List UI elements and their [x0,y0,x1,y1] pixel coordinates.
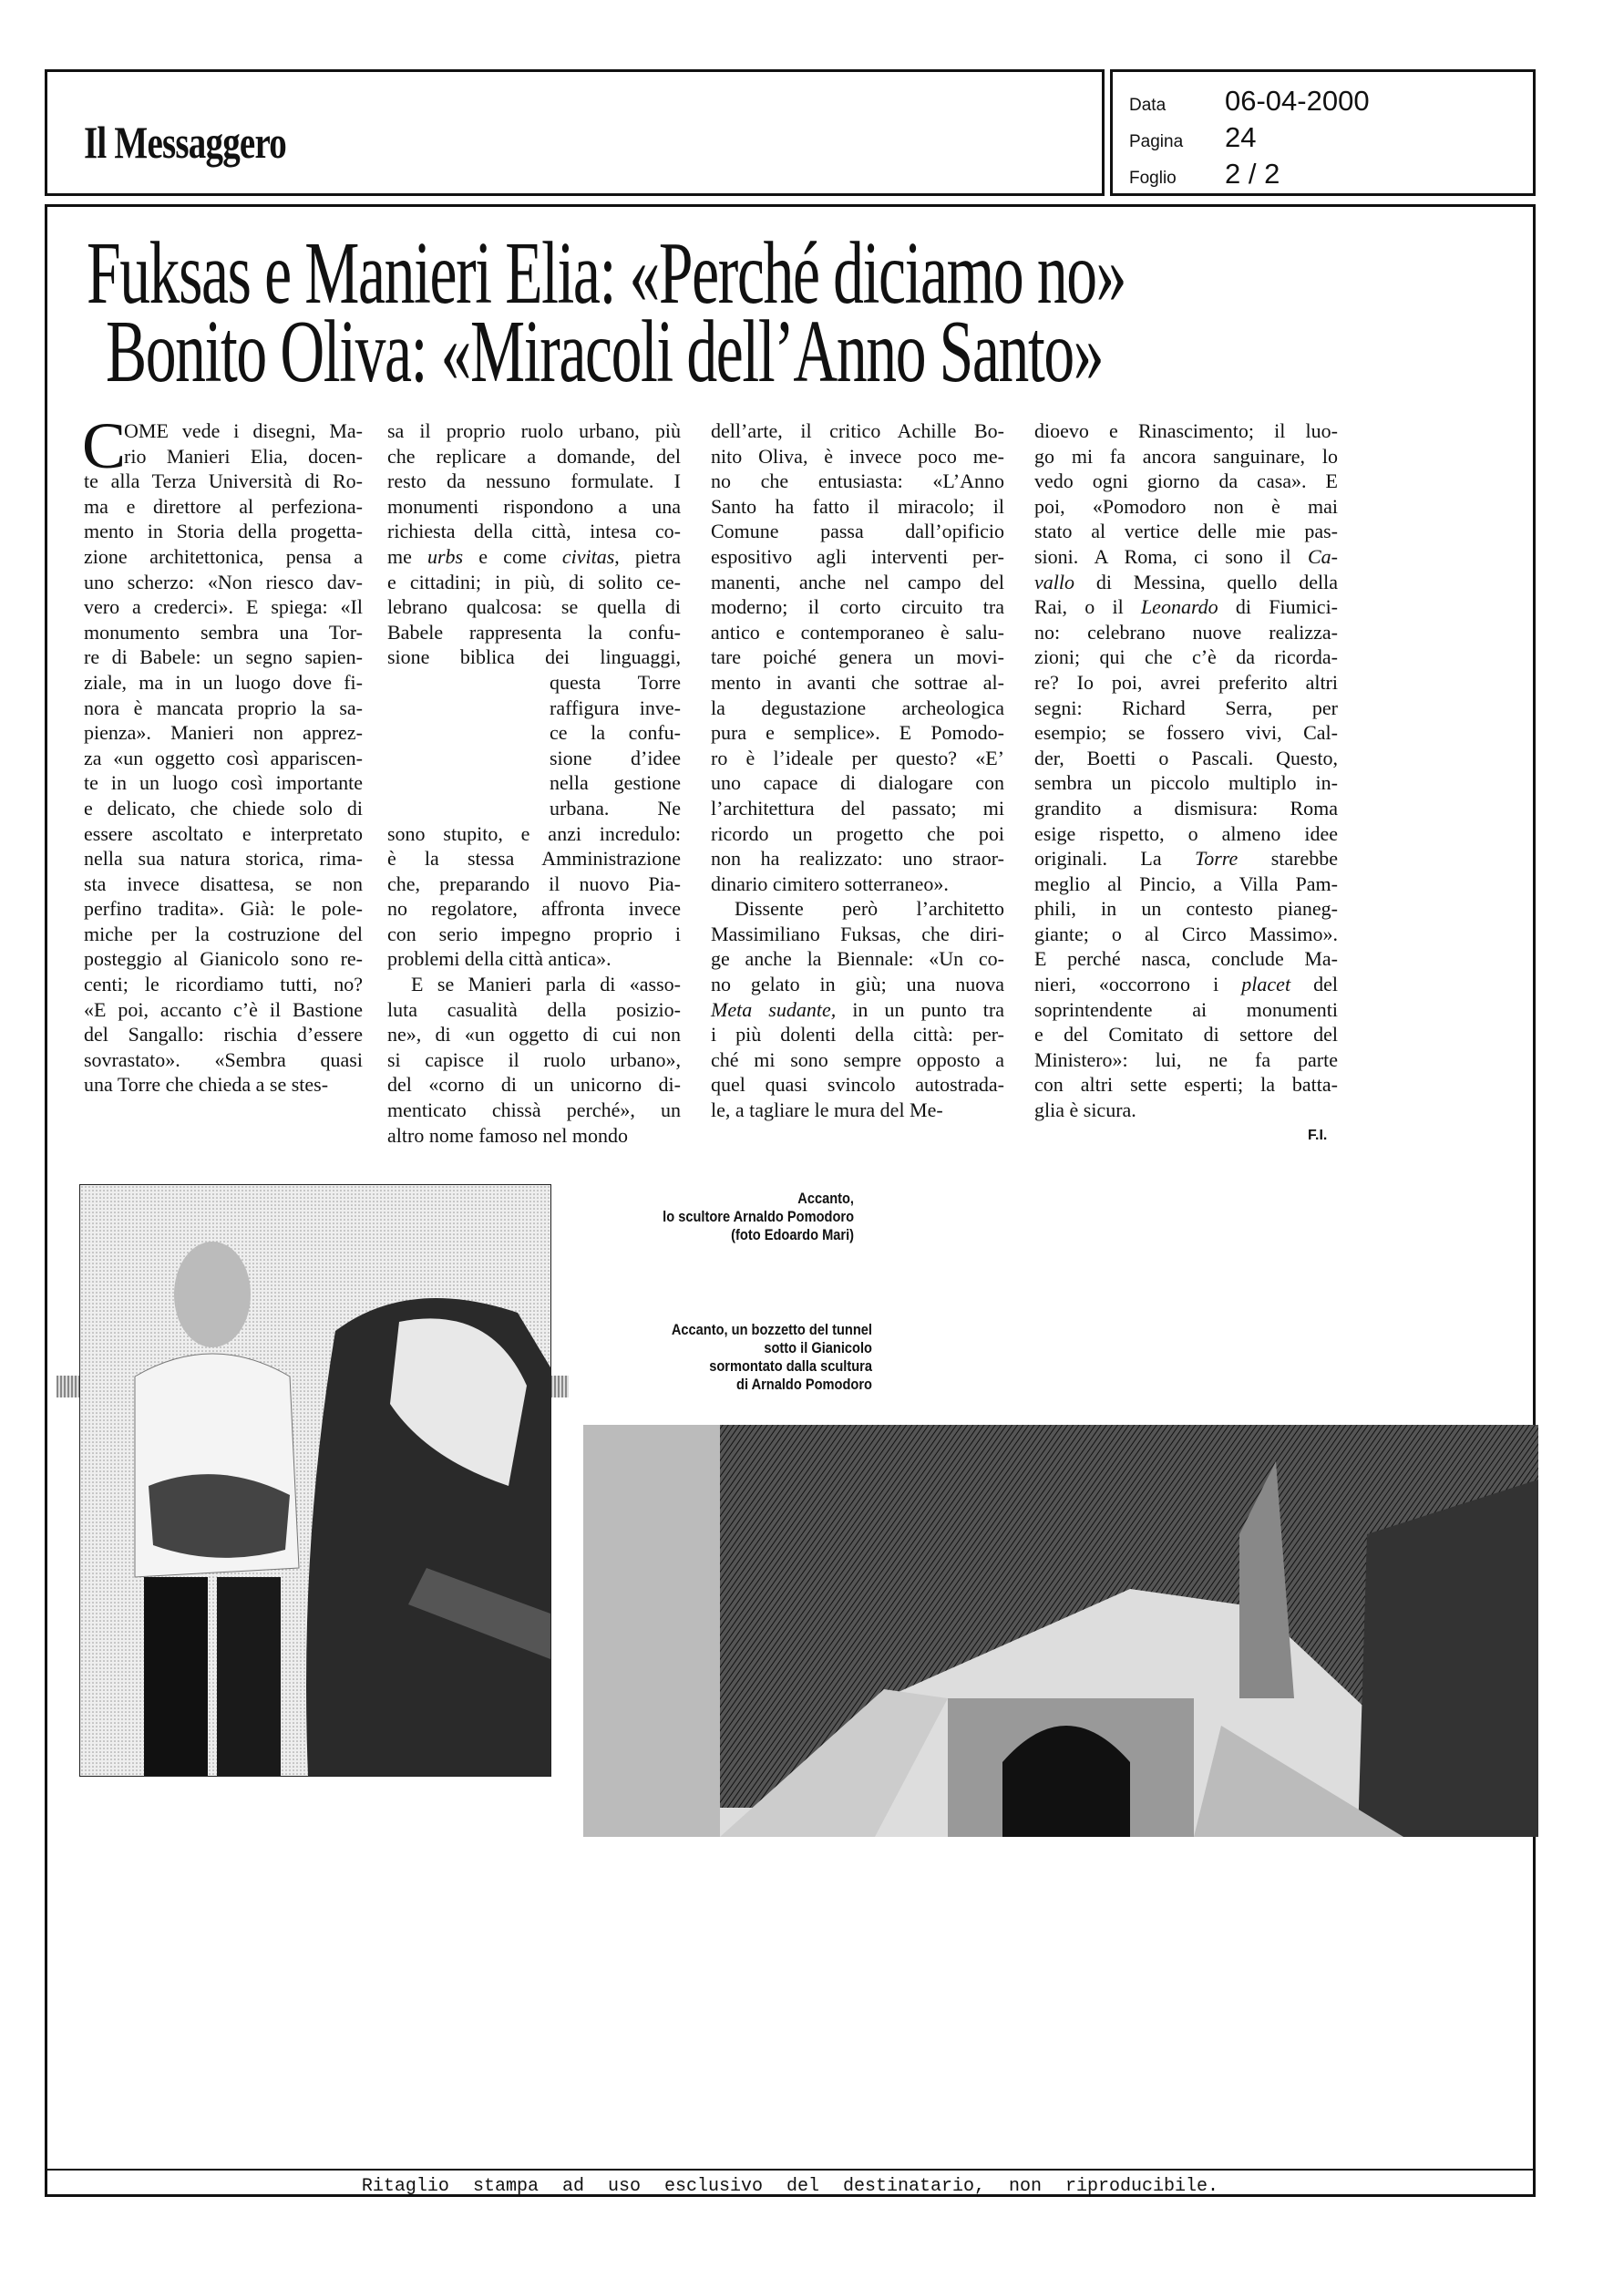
text-line: è la stessa Amministrazione [387,847,681,871]
text-line: pura e semplice». E Pomodo- [711,721,1004,745]
text-line: sione d’idee [550,746,681,769]
text-line: go mi fa ancora sanguinare, lo [1034,444,1338,468]
caption-line: di Arnaldo Pomodoro [736,1376,872,1393]
text-line: esempio; se fossero vivi, Cal- [1034,721,1338,745]
text-line: Rai, o il Leonardo di Fiumici- [1034,595,1339,619]
decorative-rule [550,1376,569,1397]
article-column-1 [82,409,363,1098]
text-line: nito Oliva, è invece poco me- [711,444,1004,468]
text-line: resto da nessuno formulate. I [387,469,681,493]
article-column-2 [387,418,681,1148]
text-line: zione architettonica, pensa a [84,544,363,568]
text-line: altro nome famoso nel mondo [387,1123,628,1147]
article-column-4 [1034,418,1338,1123]
text-line: essere ascoltato e interpretato [84,821,363,845]
caption-line: Accanto, [797,1190,854,1207]
text-line: uno scherzo: «Non riesco dav- [84,570,363,593]
text-line: manenti, anche nel campo del [711,570,1004,593]
text-line: E perché nasca, conclude Ma- [1034,947,1338,971]
text-line: Santo ha fatto il miracolo; il [711,494,1004,518]
text-line: luta casualità della posizio- [387,997,681,1021]
text-line: pienza». Manieri non apprez- [84,721,363,745]
text-line: rio Manieri Elia, docen- [124,444,363,468]
text-line: Babele rappresenta la confu- [387,620,681,644]
text-line: giante; o al Circo Massimo». [1034,922,1338,945]
page-row [1129,121,1256,154]
metadata-box [1110,69,1536,196]
headline-line-2: Bonito Oliva: «Miracoli dell’Anno Santo» [106,303,1104,401]
text-line: Ministero»: lui, ne fa parte [1034,1047,1338,1071]
text-line: esige rispetto, o almeno idee [1034,821,1338,845]
author-signature: F.I. [1308,1128,1328,1143]
text-line: problemi della città antica». [387,947,612,971]
text-line: Massimiliano Fuksas, che diri- [711,922,1004,945]
text-line: una Torre che chieda a se stes- [84,1073,329,1097]
text-line: dell’arte, il critico Achille Bo- [711,419,1004,442]
text-line: soprintendente ai monumenti [1034,997,1338,1021]
text-line: la degustazione archeologica [711,696,1004,719]
article-box [45,204,1536,2197]
drop-cap: C [82,409,127,482]
text-line: antico e contemporaneo è salu- [711,620,1004,644]
text-line: me urbs e come civitas, pietra [387,544,681,568]
text-line: dinario cimitero sotterraneo». [711,871,949,895]
text-line: za «un oggetto così appariscen- [84,746,363,769]
caption-line: sormontato dalla scultura [709,1357,872,1375]
page-label: Pagina [1129,132,1184,151]
text-line: dioevo e Rinascimento; il luo- [1034,419,1338,442]
text-line: zioni; qui che c’è da ricorda- [1034,645,1338,669]
text-line: ziale, ma in un luogo dove fi- [84,670,363,694]
text-line: sioni. A Roma, ci sono il Ca- [1034,544,1338,568]
text-line: re di Babele: un segno sapien- [84,645,363,669]
headline-line-1: Fuksas e Manieri Elia: «Perché diciamo no» [87,224,1126,323]
text-line: E se Manieri parla di «asso- [411,973,681,996]
text-line: Comune passa dall’opificio [711,520,1004,543]
text-line: l’architettura del passato; mi [711,796,1004,820]
date-label: Data [1129,96,1167,115]
text-line: meglio al Pincio, a Villa Pam- [1034,871,1338,895]
text-line: ché mi sono sempre opposto a [711,1047,1004,1071]
text-line: con altri sette esperti; la batta- [1034,1073,1338,1097]
text-line: posteggio al Gianicolo sono re- [84,947,363,971]
footer-notice: Ritaglio stampa ad uso esclusivo del destinatario, non riproducibile. [361,2176,1219,2197]
text-line: re? Io poi, avrei preferito altri [1034,670,1338,694]
text-line: vedo ogni giorno da casa». E [1034,469,1338,493]
caption-line: lo scultore Arnaldo Pomodoro [663,1208,854,1225]
masthead-box [45,69,1105,196]
text-line: «E poi, accanto c’è il Bastione [84,997,363,1021]
text-line: glia è sicura. [1034,1098,1136,1122]
text-line: vallo di Messina, quello della [1034,570,1338,593]
text-line: sovrastato». «Sembra quasi [84,1047,363,1071]
text-line: i più dolenti della città: per- [711,1023,1004,1047]
sheet-row [1129,158,1280,191]
page-value: 24 [1225,121,1257,153]
text-line: OME vede i disegni, Ma- [124,419,363,442]
sheet-label: Foglio [1129,169,1177,188]
newspaper-logo: Il Messaggero [84,117,287,168]
sheet-value: 2 / 2 [1225,158,1280,190]
text-line: raffigura inve- [550,696,681,719]
tunnel-sketch-image [583,1425,1538,1837]
text-line: che replicare a domande, del [387,444,681,468]
text-line: quel quasi svincolo autostrada- [711,1073,1004,1097]
text-line: originali. La Torre starebbe [1034,847,1338,871]
article-column-3 [711,418,1004,1123]
text-line: del Sangallo: rischia d’essere [84,1023,363,1047]
text-line: no gelato in giù; una nuova [711,973,1004,996]
text-line: espositivo agli interventi per- [711,544,1004,568]
text-line: miche per la costruzione del [84,922,363,945]
footer-divider [47,2169,1533,2171]
sculptor-photo [79,1184,551,1777]
text-line: sembra un piccolo multiplo in- [1034,771,1338,795]
text-line: vero a crederci». E spiega: «Il [84,595,363,619]
text-line: uno capace di dialogare con [711,771,1004,795]
text-line: sa il proprio ruolo urbano, più [387,419,681,442]
text-line: e del Comitato di settore del [1034,1023,1338,1047]
text-line: monumenti rispondono a una [387,494,681,518]
text-line: ro è l’ideale per questo? «E’ [711,746,1004,769]
text-line: ne», di «un oggetto di cui non [387,1023,681,1047]
text-line: menticato chissà perché», un [387,1098,681,1122]
text-line: richiesta della città, intesa co- [387,520,681,543]
text-line: sta invece disattesa, se non [84,871,363,895]
text-line: ge anche la Biennale: «Un co- [711,947,1004,971]
text-line: nora è mancata proprio la sa- [84,696,363,719]
text-line: ma e direttore al perfeziona- [84,494,363,518]
text-line: moderno; il corto circuito tra [711,595,1004,619]
text-line: sono stupito, e anzi incredulo: [387,821,681,845]
text-line: mento in Storia della progetta- [84,520,363,543]
text-line: stato al vertice delle mie pas- [1034,520,1338,543]
text-line: con serio impegno proprio i [387,922,681,945]
text-line: mento in avanti che sottrae al- [711,670,1004,694]
text-line: sione biblica dei linguaggi, [387,645,681,669]
caption-line: sotto il Gianicolo [764,1339,872,1356]
text-line: perfino tradita». Già: le pole- [84,897,363,921]
decorative-rule [57,1376,79,1397]
text-line: no che entusiasta: «L’Anno [711,469,1004,493]
text-line: monumento sembra una Tor- [84,620,363,644]
text-line: ce la confu- [550,721,681,745]
text-line: nieri, «occorrono i placet del [1034,973,1338,996]
caption-line: (foto Edoardo Mari) [731,1226,854,1243]
text-line: Dissente però l’architetto [735,897,1004,921]
text-line: e cittadini; in più, di solito ce- [387,570,681,593]
text-line: questa Torre [550,670,681,694]
text-line: che, preparando il nuovo Pia- [387,871,681,895]
text-line: non ha realizzato: uno straor- [711,847,1004,871]
text-line: te alla Terza Università di Ro- [84,469,363,493]
text-line: der, Boetti o Pascali. Questo, [1034,746,1338,769]
text-line: phili, in un contesto pianeg- [1034,897,1338,921]
text-line: tare poiché genera un movi- [711,645,1004,669]
text-line: le, a tagliare le mura del Me- [711,1098,943,1122]
photo2-caption [672,1321,872,1394]
caption-line: Accanto, un bozzetto del tunnel [671,1321,872,1338]
text-line: si capisce il ruolo urbano», [387,1047,681,1071]
text-line: nella gestione [550,771,681,795]
text-line: nella sua natura storica, rima- [84,847,363,871]
text-line: poi, «Pomodoro non è mai [1034,494,1338,518]
photo1-caption [663,1190,854,1244]
text-line: no: celebrano nuove realizza- [1034,620,1338,644]
text-line: urbana. Ne [550,796,681,820]
text-line: ricordo un progetto che poi [711,821,1004,845]
text-line: grandito a dismisura: Roma [1034,796,1338,820]
text-line: segni: Richard Serra, per [1034,696,1338,719]
text-line: centi; le ricordiamo tutti, no? [84,973,363,996]
text-line: e delicato, che chiede solo di [84,796,363,820]
text-line: Meta sudante, in un punto tra [711,997,1004,1021]
text-line: te in un luogo così importante [84,771,363,795]
text-line: no regolatore, affronta invece [387,897,681,921]
text-line: del «corno di un unicorno di- [387,1073,681,1097]
date-value: 06-04-2000 [1225,85,1370,117]
text-line: lebrano qualcosa: se quella di [387,595,681,619]
date-row [1129,85,1370,118]
